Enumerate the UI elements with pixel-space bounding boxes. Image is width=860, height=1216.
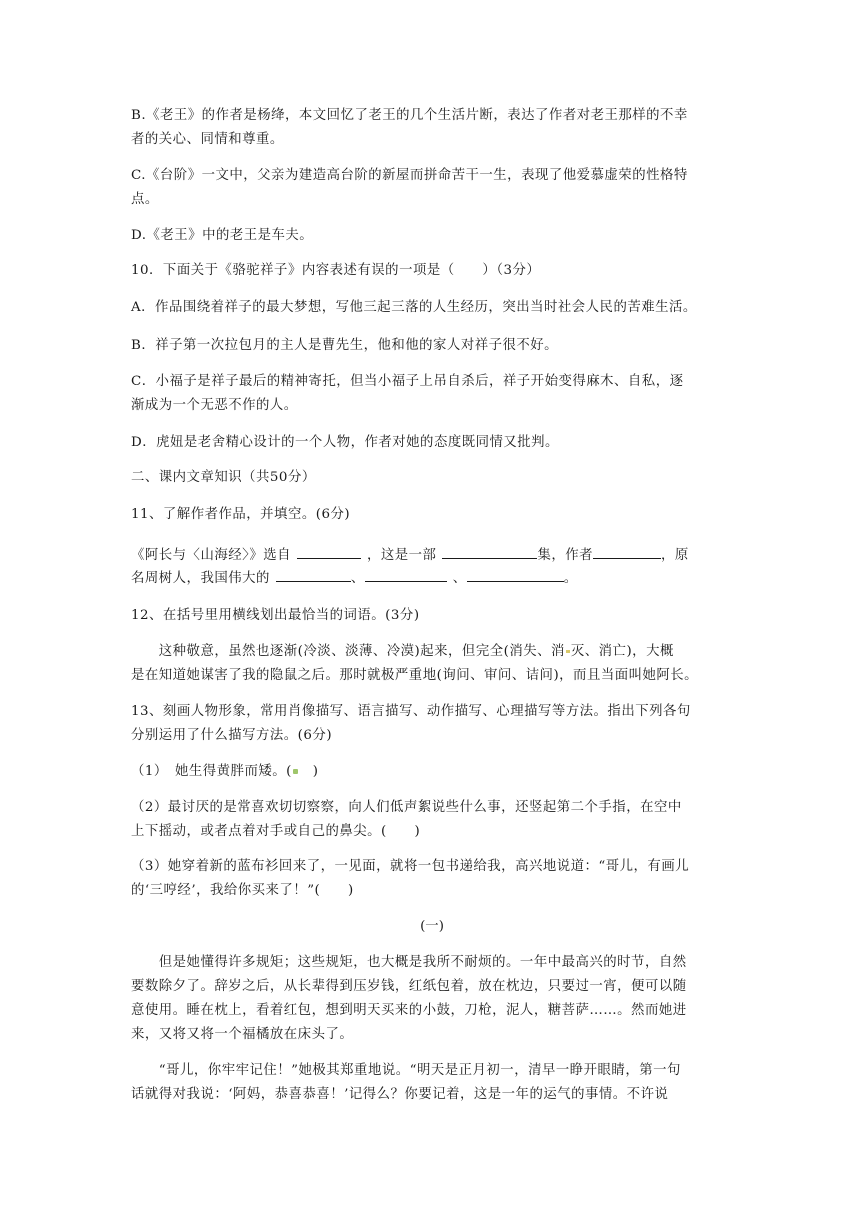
passage-1-line-3: 意使用。睡在枕上，看着红包，想到明天买来的小鼓，刀枪，泥人，糖菩萨……。然而她进 (131, 1003, 687, 1018)
q11-blank-5[interactable] (365, 567, 447, 582)
question-13-sentence-2-line-2: 上下摇动，或者点着对手或自己的鼻尖。( ) (131, 824, 421, 839)
question-11: 11、了解作者作品，并填空。(6分) (131, 507, 351, 522)
question-11-fill-line-1 (131, 544, 733, 568)
q13-s1-text: （1） 她生得黄胖而矮。( (131, 764, 292, 779)
question-13-sentence-2-line-1: （2）最讨厌的是常喜欢切切察察，向人们低声絮说些什么事，还竖起第二个手指，在空中 (131, 800, 682, 815)
question-13-sentence-1 (131, 760, 733, 784)
q13-s1-close: ) (298, 764, 319, 779)
q11-blank-3[interactable] (593, 544, 661, 559)
q11-text-d: ，原 (661, 548, 689, 563)
highlight-mark (566, 650, 570, 653)
question-10-option-c-line-2: 渐成为一个无恶不作的人。 (131, 398, 298, 413)
passage-2-line-2: 话就得对我说：‘阿妈，恭喜恭喜！’记得么？你要记着，这是一年的运气的事情。不许说 (131, 1087, 669, 1102)
q11-sep-2: 、 (452, 571, 467, 586)
question-13-line-1: 13、刻画人物形象，常用肖像描写、语言描写、动作描写、心理描写等方法。指出下列各句 (131, 704, 691, 719)
option-b-line-1: B.《老王》的作者是杨绛，本文回忆了老王的几个生活片断，表达了作者对老王那样的不幸 (131, 108, 688, 123)
q11-sep-1: 、 (350, 571, 365, 586)
question-10-option-a: A．作品围绕着祥子的最大梦想，写他三起三落的人生经历，突出当时社会人民的苦难生活。 (131, 300, 697, 315)
q11-text-e: 名周树人，我国伟大的 (131, 571, 270, 586)
option-c-line-2: 点。 (131, 192, 159, 207)
option-d-line: D.《老王》中的老王是车夫。 (131, 228, 314, 243)
question-10-option-d: D．虎妞是老舍精心设计的一个人物，作者对她的态度既同情又批判。 (131, 435, 559, 450)
q11-end: 。 (563, 571, 578, 586)
question-10-option-c-line-1: C．小福子是祥子最后的精神寄托，但当小福子上吊自杀后，祥子开始变得麻木、自私，逐 (131, 374, 684, 389)
question-11-fill-line-2 (131, 567, 733, 591)
q11-blank-1[interactable] (297, 544, 361, 559)
q11-blank-6[interactable] (467, 567, 564, 582)
question-13-line-2: 分别运用了什么描写方法。(6分) (131, 728, 333, 743)
question-12: 12、在括号里用横线划出最恰当的词语。(3分) (131, 608, 420, 623)
passage-1-line-1: 但是她懂得许多规矩；这些规矩，也大概是我所不耐烦的。一年中最高兴的时节，自然 (131, 955, 687, 970)
passage-1-line-2: 要数除夕了。辞岁之后，从长辈得到压岁钱，红纸包着，放在枕边，只要过一宵，便可以随 (131, 979, 687, 994)
q12-text-a: 这种敬意，虽然也逐渐(冷淡、淡薄、冷漠)起来，但完全(消失、消 (131, 644, 565, 659)
question-12-passage-line-1 (131, 640, 733, 664)
q11-text-b: ，这是一部 (367, 548, 437, 563)
cursor-mark (293, 769, 298, 774)
q11-text-a: 《阿长与〈山海经〉》选自 (131, 548, 291, 563)
option-c-line-1: C.《台阶》一文中，父亲为建造高台阶的新屋而拼命苦干一生，表现了他爱慕虚荣的性格特 (131, 168, 688, 183)
question-10-option-b: B．祥子第一次拉包月的主人是曹先生，他和他的家人对祥子很不好。 (131, 338, 559, 353)
question-13-sentence-3-line-2: 的‘三哼经’，我给你买来了！”( ) (131, 883, 354, 898)
q11-blank-2[interactable] (442, 544, 537, 559)
question-10: 10．下面关于《骆驼祥子》内容表述有误的一项是（ ）（3分） (131, 263, 541, 278)
q12-text-b: 灭、消亡)，大概 (570, 644, 674, 659)
section-2-heading: 二、课内文章知识（共50分） (131, 470, 316, 485)
passage-2-line-1: “哥儿，你牢牢记住！”她极其郑重地说。“明天是正月初一，清早一睁开眼睛，第一句 (131, 1063, 681, 1078)
q11-text-c: 集，作者 (537, 548, 594, 563)
part-one-heading: (一) (420, 919, 444, 934)
question-13-sentence-3-line-1: （3）她穿着新的蓝布衫回来了，一见面，就将一包书递给我，高兴地说道：“哥儿，有画儿 (131, 859, 690, 874)
question-12-passage-line-2: 是在知道她谋害了我的隐鼠之后。那时就极严重地(询问、审问、诘问)，而且当面叫她阿长。 (131, 668, 699, 683)
q11-blank-4[interactable] (276, 567, 351, 582)
passage-1-line-4: 来，又将又将一个福橘放在床头了。 (131, 1027, 354, 1042)
option-b-line-2: 者的关心、同情和尊重。 (131, 132, 284, 147)
